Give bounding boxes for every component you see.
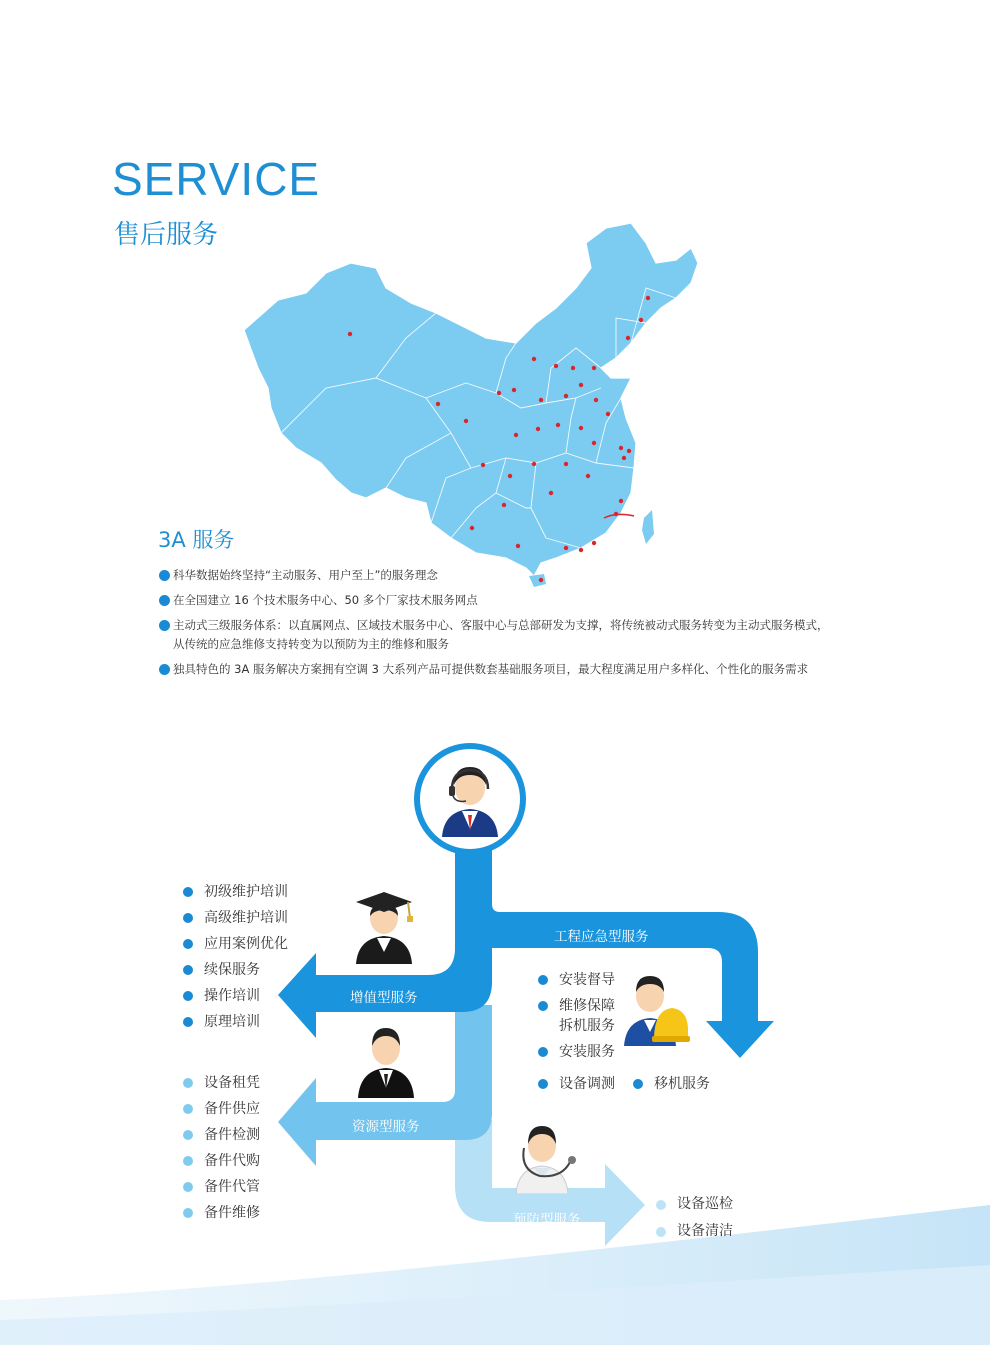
bullet-icon: [656, 1200, 666, 1210]
bullet-icon: [159, 664, 170, 675]
bullet-icon: [159, 595, 170, 606]
list-item: 移机服务: [633, 1074, 710, 1094]
bullet-icon: [183, 1182, 193, 1192]
list-item: 备件代购: [183, 1148, 260, 1174]
china-service-map: [236, 218, 706, 588]
list-item: 安装督导: [538, 970, 615, 990]
list-item: 操作培训: [183, 983, 288, 1009]
bullet-icon: [159, 570, 170, 581]
engineering-service-label: 工程应急型服务: [554, 929, 649, 945]
list-item: 原理培训: [183, 1009, 288, 1035]
page-title-cn: 售后服务: [114, 220, 219, 250]
resource-service-label: 资源型服务: [352, 1119, 420, 1135]
value-added-service-label: 增值型服务: [350, 990, 418, 1006]
list-item: 设备调测: [538, 1074, 615, 1094]
bullet-icon: [633, 1079, 643, 1089]
list-item: 在全国建立 16 个技术服务中心、50 多个厂家技术服务网点: [158, 591, 848, 610]
bullet-icon: [183, 887, 193, 897]
bullet-icon: [183, 1156, 193, 1166]
bullet-icon: [183, 991, 193, 1001]
bullet-icon: [183, 913, 193, 923]
preventive-service-label: 预防型服务: [513, 1212, 581, 1228]
list-item: 备件代管: [183, 1174, 260, 1200]
bullet-icon: [183, 1078, 193, 1088]
bullet-icon: [656, 1227, 666, 1237]
bullet-icon: [183, 965, 193, 975]
list-item: 安装服务: [538, 1042, 615, 1062]
value-added-service-list: [183, 879, 288, 1035]
list-item: 备件维修: [183, 1200, 260, 1226]
list-item: 维修保障 拆机服务: [538, 996, 615, 1036]
bullet-icon: [159, 620, 170, 631]
bullet-icon: [183, 939, 193, 949]
bullet-icon: [538, 975, 548, 985]
page-title-en: SERVICE: [112, 153, 321, 205]
resource-service-list: [183, 1070, 260, 1226]
list-item: 续保服务: [183, 957, 288, 983]
section-3a-list: [158, 566, 848, 685]
bullet-icon: [538, 1001, 548, 1011]
bullet-icon: [538, 1079, 548, 1089]
map-mainland: [244, 223, 698, 576]
bullet-icon: [538, 1047, 548, 1057]
list-item: 独具特色的 3A 服务解决方案拥有空调 3 大系列产品可提供数套基础服务项目，最大程度满足用户多样化、个性化的服务需求: [158, 660, 848, 679]
list-item: 设备清洁: [656, 1218, 733, 1245]
bullet-icon: [183, 1104, 193, 1114]
section-3a-title: 3A 服务: [158, 528, 235, 552]
list-item: 高级维护培训: [183, 905, 288, 931]
engineer-helmet-icon: [620, 970, 690, 1046]
businessman-icon: [356, 1022, 416, 1098]
list-item: 备件检测: [183, 1122, 260, 1148]
list-item: 初级维护培训: [183, 879, 288, 905]
list-item: 设备巡检: [656, 1191, 733, 1218]
doctor-stethoscope-icon: [510, 1118, 586, 1194]
customer-service-headset-icon: [436, 761, 504, 837]
list-item: 科华数据始终坚持“主动服务、用户至上”的服务理念: [158, 566, 848, 585]
map-taiwan: [642, 510, 654, 544]
bullet-icon: [183, 1130, 193, 1140]
preventive-service-list: [656, 1191, 733, 1245]
list-item: 应用案例优化: [183, 931, 288, 957]
list-item: 备件供应: [183, 1096, 260, 1122]
bullet-icon: [183, 1017, 193, 1027]
bullet-icon: [183, 1208, 193, 1218]
list-item: 设备租凭: [183, 1070, 260, 1096]
graduate-icon: [352, 888, 416, 964]
list-item: 主动式三级服务体系：以直属网点、区域技术服务中心、客服中心与总部研发为支撑，将传统被动式服务转变为主动式服务模式， 从传统的应急维修支持转变为以预防为主的维修和服务: [158, 616, 848, 654]
